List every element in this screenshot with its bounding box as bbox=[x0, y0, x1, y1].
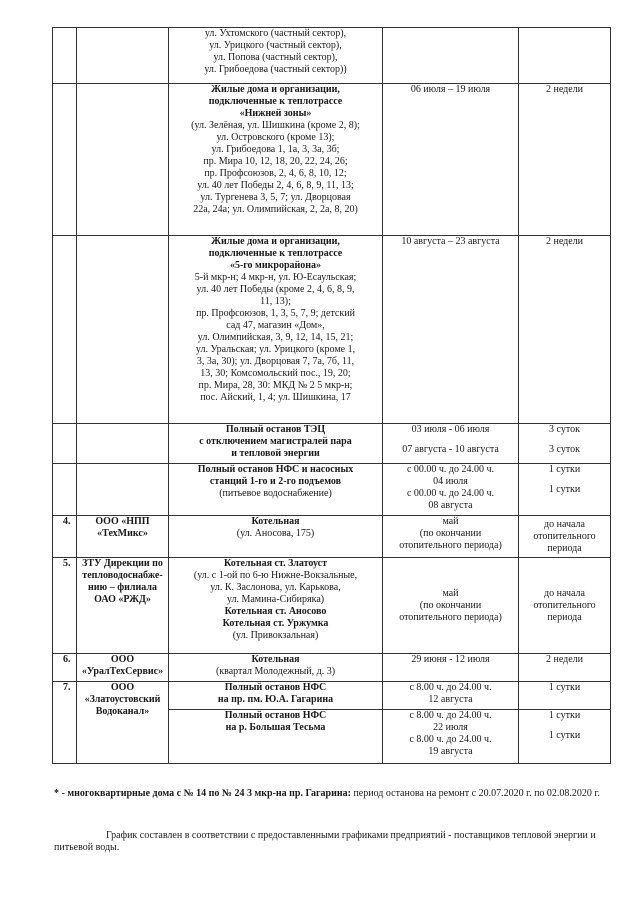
object-title: Котельная ст. Златоуст bbox=[223, 558, 328, 569]
num-cell bbox=[53, 424, 77, 464]
object-title: «Нижней зоны» bbox=[239, 108, 312, 119]
object-line: 22а, 24а; ул. Олимпийская, 2, 2а, 8, 20) bbox=[193, 204, 358, 215]
org-cell bbox=[77, 84, 169, 236]
object-line: (питьевое водоснабжение) bbox=[219, 488, 332, 499]
object-cell bbox=[169, 464, 383, 516]
duration-text: 3 суток bbox=[549, 424, 580, 435]
object-line: пос. Айский, 1, 4; ул. Шишкина, 17 bbox=[200, 392, 351, 403]
org-name: «УралТехСервис» bbox=[81, 666, 164, 677]
object-line: (ул. с 1-ой по 6-ю Нижне-Вокзальные, bbox=[193, 570, 358, 581]
period-text: май bbox=[442, 587, 459, 599]
num-cell bbox=[53, 236, 77, 424]
period-text: с 8.00 ч. до 24.00 ч. bbox=[409, 734, 492, 745]
duration-cell bbox=[519, 710, 611, 764]
object-line: ул. К. Заслонова, ул. Карькова, bbox=[210, 582, 341, 593]
object-cell bbox=[169, 28, 383, 84]
duration-text: отопительного bbox=[533, 530, 596, 542]
object-line: пр. Мира, 28, 30: МКД № 2 5 мкр-н; bbox=[198, 380, 353, 391]
object-title: Котельная bbox=[251, 516, 300, 527]
duration-cell bbox=[519, 424, 611, 464]
object-line: 5-й мкр-н; 4 мкр-н, ул. Ю-Есаульская; bbox=[194, 272, 357, 283]
schedule-table bbox=[52, 27, 611, 764]
period-text: 10 августа – 23 августа bbox=[401, 236, 500, 247]
duration-cell bbox=[519, 236, 611, 424]
org-name: Водоканал» bbox=[95, 706, 150, 717]
object-line: пр. Профсоюзов, 2, 4, 6, 8, 10, 12; bbox=[204, 168, 347, 179]
object-line: ул. Островского (кроме 13); bbox=[216, 132, 335, 143]
table-row bbox=[53, 516, 611, 558]
duration-text: 3 суток bbox=[549, 444, 580, 455]
object-line: ул. Мамина-Сибиряка) bbox=[226, 594, 325, 605]
duration-text: периода bbox=[547, 611, 582, 623]
num-cell bbox=[53, 28, 77, 84]
period-text: 12 августа bbox=[428, 694, 473, 705]
num-cell: 4. bbox=[53, 516, 77, 558]
object-title: «5-го микрорайона» bbox=[229, 260, 322, 271]
object-line: ул. 40 лет Победы (кроме 2, 4, 6, 8, 9, bbox=[196, 284, 355, 295]
num-cell bbox=[53, 84, 77, 236]
object-line: пр. Профсоюзов, 1, 3, 5, 7, 9; детский bbox=[196, 308, 355, 319]
period-text: с 8.00 ч. до 24.00 ч. bbox=[409, 710, 492, 721]
object-title: с отключением магистралей пара bbox=[199, 436, 352, 447]
object-title: и тепловой энергии bbox=[231, 448, 320, 459]
object-line: (ул. Зелёная, ул. Шишкина (кроме 2, 8); bbox=[191, 120, 360, 131]
object-cell bbox=[169, 424, 383, 464]
period-text: 08 августа bbox=[428, 500, 473, 511]
footnote-text: период останова на ремонт с 20.07.2020 г. по 02.08.2020 г. bbox=[350, 788, 600, 799]
duration-text: 1 сутки bbox=[548, 682, 581, 693]
duration-text: 2 недели bbox=[545, 84, 584, 95]
object-cell bbox=[169, 516, 383, 558]
org-name: ООО bbox=[110, 682, 135, 693]
duration-text: 2 недели bbox=[545, 654, 584, 665]
object-title: на пр. пм. Ю.А. Гагарина bbox=[217, 694, 334, 705]
period-text: 19 августа bbox=[428, 746, 473, 757]
period-text: (по окончании bbox=[419, 599, 482, 611]
period-text: май bbox=[442, 516, 459, 527]
org-name: тепловодоснабже- bbox=[82, 570, 163, 581]
period-text: с 00.00 ч. до 24.00 ч. bbox=[406, 464, 495, 475]
object-line: ул. Уральская; ул. Урицкого (кроме 1, bbox=[195, 344, 356, 355]
org-name: ЗТУ Дирекции по bbox=[82, 558, 163, 569]
period-text: (по окончании bbox=[419, 528, 482, 539]
object-title: Котельная bbox=[251, 654, 300, 665]
table-row bbox=[53, 654, 611, 682]
duration-text: периода bbox=[547, 542, 582, 554]
period-cell bbox=[383, 464, 519, 516]
object-cell bbox=[169, 558, 383, 654]
footnote bbox=[54, 788, 614, 800]
period-cell bbox=[383, 682, 519, 710]
org-name: «Златоустовский bbox=[84, 694, 161, 705]
org-name: ОАО «РЖД» bbox=[94, 594, 151, 605]
period-text: 22 июля bbox=[433, 722, 468, 733]
period-text: 07 августа - 10 августа bbox=[402, 444, 499, 455]
period-text: с 8.00 ч. до 24.00 ч. bbox=[409, 682, 492, 693]
object-cell bbox=[169, 84, 383, 236]
duration-cell bbox=[519, 654, 611, 682]
object-line: (ул. Привокзальная) bbox=[232, 630, 319, 641]
object-line: ул. Грибоедова (частный сектор)) bbox=[204, 64, 347, 75]
object-line: ул. Ухтомского (частный сектор), bbox=[204, 28, 347, 39]
org-cell bbox=[77, 682, 169, 764]
table-row bbox=[53, 682, 611, 710]
object-title: Полный останов НФС bbox=[224, 710, 327, 721]
object-title: на р. Большая Тесьма bbox=[225, 722, 326, 733]
object-title: Полный останов НФС и насосных bbox=[197, 464, 354, 475]
duration-text: 1 сутки bbox=[548, 484, 581, 495]
object-line: сад 47, магазин «Дом», bbox=[226, 320, 325, 331]
period-text: отопительного периода) bbox=[399, 611, 502, 623]
period-cell bbox=[383, 654, 519, 682]
org-name: ООО bbox=[110, 654, 135, 665]
object-title: станций 1-го и 2-го подъемов bbox=[209, 476, 342, 487]
duration-text: 1 сутки bbox=[548, 710, 581, 721]
object-line: (ул. Аносова, 175) bbox=[236, 528, 315, 539]
period-cell bbox=[383, 558, 519, 654]
duration-text: 1 сутки bbox=[548, 730, 581, 741]
num-cell: 5. bbox=[53, 558, 77, 654]
period-cell bbox=[383, 424, 519, 464]
table-row bbox=[53, 236, 611, 424]
duration-text: отопительного bbox=[533, 599, 596, 611]
object-cell bbox=[169, 710, 383, 764]
period-text: с 00.00 ч. до 24.00 ч. bbox=[406, 488, 495, 499]
table-row bbox=[53, 28, 611, 84]
duration-cell bbox=[519, 682, 611, 710]
object-title: Полный останов ТЭЦ bbox=[225, 424, 326, 435]
org-cell bbox=[77, 558, 169, 654]
object-cell bbox=[169, 236, 383, 424]
object-line: ул. Попова (частный сектор), bbox=[213, 52, 338, 63]
period-text: отопительного периода) bbox=[399, 540, 502, 551]
duration-cell bbox=[519, 558, 611, 654]
object-line: ул. Тургенева 3, 5, 7; ул. Дворцовая bbox=[200, 192, 351, 203]
closing-paragraph: График составлен в соответствии с предоставленными графиками предприятий - поставщиков тепловой энергии и питьевой воды. bbox=[54, 830, 596, 853]
period-text: 06 июля – 19 июля bbox=[410, 84, 491, 95]
num-cell: 7. bbox=[53, 682, 77, 764]
footnote-bold: * - многоквартирные дома с № 14 по № 24 3 мкр-на пр. Гагарина: bbox=[54, 788, 351, 799]
duration-cell bbox=[519, 28, 611, 84]
object-line: пр. Мира 10, 12, 18, 20, 22, 24, 26; bbox=[203, 156, 348, 167]
table-row bbox=[53, 424, 611, 464]
num-cell: 6. bbox=[53, 654, 77, 682]
object-line: (квартал Молодежный, д. 3) bbox=[215, 666, 336, 677]
table-row bbox=[53, 558, 611, 654]
period-cell bbox=[383, 710, 519, 764]
object-cell bbox=[169, 682, 383, 710]
object-title: Котельная ст. Аносово bbox=[224, 606, 327, 617]
period-cell bbox=[383, 236, 519, 424]
object-line: 3, 3а, 30); ул. Дворцовая 7, 7а, 7б, 11, bbox=[196, 356, 355, 367]
object-title: Котельная ст. Уржумка bbox=[222, 618, 329, 629]
object-title: Жилые дома и организации, bbox=[211, 236, 340, 247]
org-cell bbox=[77, 28, 169, 84]
duration-text: 1 сутки bbox=[548, 464, 581, 475]
org-name: «ТехМикс» bbox=[97, 528, 148, 539]
table-row bbox=[53, 84, 611, 236]
object-line: 11, 13); bbox=[260, 296, 291, 307]
object-line: ул. Урицкого (частный сектор), bbox=[209, 40, 342, 51]
org-name: нию – филиала bbox=[88, 582, 157, 593]
duration-cell bbox=[519, 464, 611, 516]
duration-text: до начала bbox=[544, 518, 585, 530]
num-cell bbox=[53, 464, 77, 516]
duration-text: до начала bbox=[544, 587, 585, 599]
org-cell bbox=[77, 464, 169, 516]
table-row bbox=[53, 464, 611, 516]
object-cell bbox=[169, 654, 383, 682]
object-title: Полный останов НФС bbox=[224, 682, 327, 693]
period-text: 03 июля - 06 июля bbox=[411, 424, 490, 435]
period-text: 29 июня - 12 июля bbox=[411, 654, 490, 665]
org-name: ООО «НПП bbox=[95, 516, 150, 527]
object-title: подключенные к теплотрассе bbox=[208, 248, 343, 259]
object-line: ул. 40 лет Победы 2, 4, 6, 8, 9, 11, 13; bbox=[197, 180, 354, 191]
object-line: 13, 30; Комсомольский пос., 19, 20; bbox=[200, 368, 351, 379]
period-cell bbox=[383, 28, 519, 84]
duration-text: 2 недели bbox=[545, 236, 584, 247]
org-cell bbox=[77, 424, 169, 464]
period-text: 04 июля bbox=[433, 476, 468, 487]
duration-cell bbox=[519, 84, 611, 236]
org-cell bbox=[77, 654, 169, 682]
period-cell bbox=[383, 516, 519, 558]
org-cell bbox=[77, 516, 169, 558]
org-cell bbox=[77, 236, 169, 424]
object-line: ул. Грибоедова 1, 1а, 3, 3а, 3б; bbox=[211, 144, 340, 155]
duration-cell bbox=[519, 516, 611, 558]
object-title: подключенные к теплотрассе bbox=[208, 96, 343, 107]
object-line: ул. Олимпийская, 3, 9, 12, 14, 15, 21; bbox=[197, 332, 354, 343]
period-cell bbox=[383, 84, 519, 236]
object-title: Жилые дома и организации, bbox=[211, 84, 340, 95]
